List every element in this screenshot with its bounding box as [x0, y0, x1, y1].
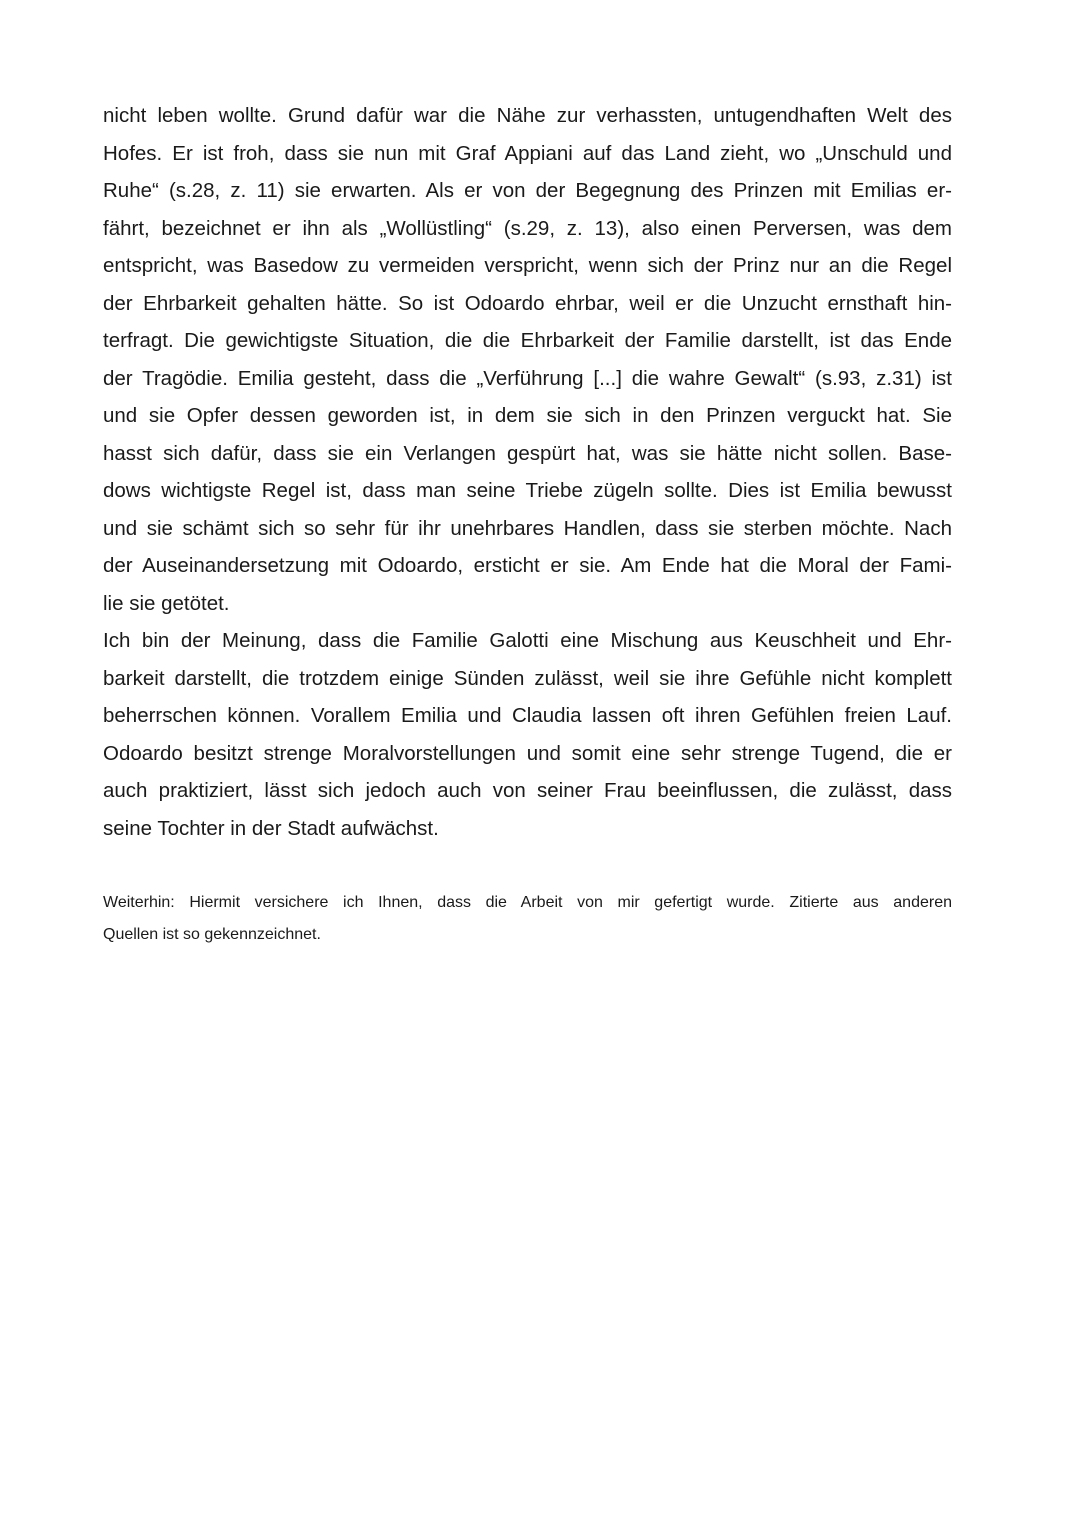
note-line: Quellen ist so gekennzeichnet.: [103, 926, 321, 943]
text-line: und sie Opfer dessen geworden ist, in dem sie sich in den Prinzen verguckt hat. Sie: [103, 404, 952, 427]
text-line: nicht leben wollte. Grund dafür war die Nähe zur verhassten, untugendhaften Welt des: [103, 104, 952, 127]
declaration-note: [103, 887, 952, 951]
text-line: der Tragödie. Emilia gesteht, dass die „Verführung [...] die wahre Gewalt“ (s.93, z.31) ist: [103, 366, 952, 390]
text-line: lie sie getötet.: [103, 591, 230, 615]
text-line: entspricht, was Basedow zu vermeiden verspricht, wenn sich der Prinz nur an die Regel: [103, 254, 952, 277]
essay-body: [103, 97, 952, 847]
note-line: Weiterhin: Hiermit versichere ich Ihnen, dass die Arbeit von mir gefertigt wurde. Zitierte aus anderen: [103, 894, 952, 911]
text-line: dows wichtigste Regel ist, dass man seine Triebe zügeln sollte. Dies ist Emilia bewusst: [103, 479, 952, 502]
text-line: fährt, bezeichnet er ihn als „Wollüstling“ (s.29, z. 13), also einen Perversen, was dem: [103, 216, 952, 240]
text-line: beherrschen können. Vorallem Emilia und Claudia lassen oft ihren Gefühlen freien Lauf.: [103, 704, 952, 727]
text-line: Ruhe“ (s.28, z. 11) sie erwarten. Als er von der Begegnung des Prinzen mit Emilias er-: [103, 179, 952, 202]
text-line: barkeit darstellt, die trotzdem einige Sünden zulässt, weil sie ihre Gefühle nicht komplett: [103, 666, 952, 690]
text-line: der Ehrbarkeit gehalten hätte. So ist Odoardo ehrbar, weil er die Unzucht ernsthaft hin-: [103, 291, 952, 315]
text-line: und sie schämt sich so sehr für ihr unehrbares Handlen, dass sie sterben möchte. Nach: [103, 516, 952, 540]
text-line: der Auseinandersetzung mit Odoardo, ersticht er sie. Am Ende hat die Moral der Fami-: [103, 554, 952, 577]
text-line: auch praktiziert, lässt sich jedoch auch von seiner Frau beeinflussen, die zulässt, dass: [103, 779, 952, 802]
text-line: terfragt. Die gewichtigste Situation, die die Ehrbarkeit der Familie darstellt, ist das Ende: [103, 329, 952, 352]
text-line: Odoardo besitzt strenge Moralvorstellungen und somit eine sehr strenge Tugend, die er: [103, 741, 952, 765]
text-line: seine Tochter in der Stadt aufwächst.: [103, 816, 439, 840]
text-line: hasst sich dafür, dass sie ein Verlangen gespürt hat, was sie hätte nicht sollen. Base-: [103, 441, 952, 465]
text-line: Ich bin der Meinung, dass die Familie Galotti eine Mischung aus Keuschheit und Ehr-: [103, 629, 952, 652]
text-line: Hofes. Er ist froh, dass sie nun mit Graf Appiani auf das Land zieht, wo „Unschuld und: [103, 141, 952, 165]
